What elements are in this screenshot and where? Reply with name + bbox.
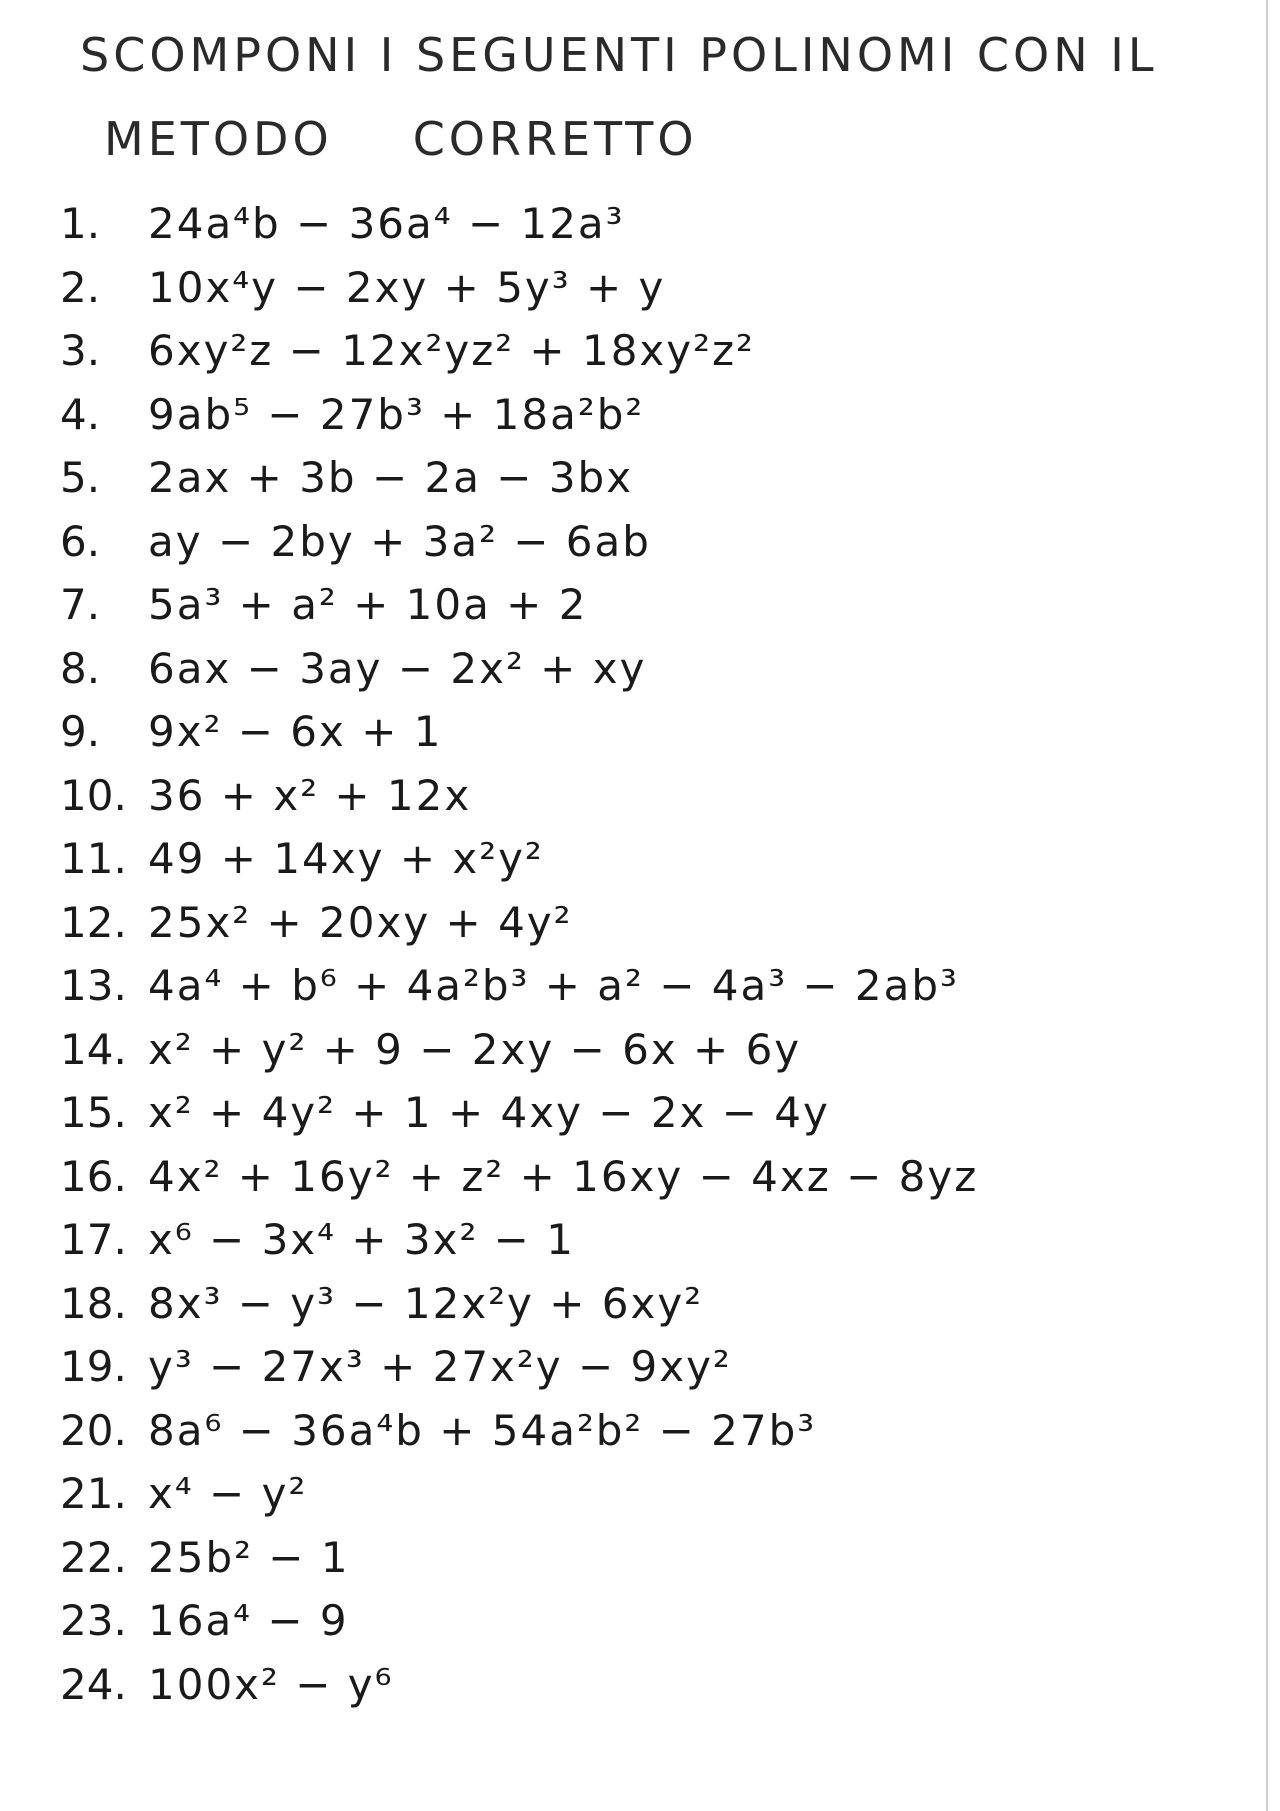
polynomial-expression: 24a⁴b − 36a⁴ − 12a³ <box>148 199 625 249</box>
list-item <box>60 1462 1210 1526</box>
polynomial-list <box>60 192 1210 1716</box>
list-item <box>60 954 1210 1018</box>
list-item <box>60 1335 1210 1399</box>
item-number: 12. <box>60 897 127 947</box>
list-item <box>60 1526 1210 1590</box>
title-text-2a: METODO <box>104 112 333 166</box>
item-number: 13. <box>60 961 127 1011</box>
item-number: 8. <box>60 643 101 693</box>
item-number: 14. <box>60 1024 127 1074</box>
list-item <box>60 510 1210 574</box>
page-title-line-1 <box>80 28 1157 82</box>
polynomial-expression: 25x² + 20xy + 4y² <box>148 897 573 947</box>
list-item <box>60 1208 1210 1272</box>
item-number: 5. <box>60 453 101 503</box>
page-title-line-2 <box>104 112 698 166</box>
polynomial-expression: 9x² − 6x + 1 <box>148 707 443 757</box>
item-number: 16. <box>60 1151 127 1201</box>
item-number: 3. <box>60 326 101 376</box>
polynomial-expression: 5a³ + a² + 10a + 2 <box>148 580 588 630</box>
list-item <box>60 1081 1210 1145</box>
item-number: 21. <box>60 1469 127 1519</box>
polynomial-expression: 25b² − 1 <box>148 1532 350 1582</box>
list-item <box>60 192 1210 256</box>
item-number: 4. <box>60 389 101 439</box>
polynomial-expression: 6xy²z − 12x²yz² + 18xy²z² <box>148 326 755 376</box>
item-number: 9. <box>60 707 101 757</box>
polynomial-expression: 49 + 14xy + x²y² <box>148 834 544 884</box>
list-item <box>60 1018 1210 1082</box>
item-number: 7. <box>60 580 101 630</box>
list-item <box>60 319 1210 383</box>
list-item <box>60 383 1210 447</box>
polynomial-expression: 6ax − 3ay − 2x² + xy <box>148 643 647 693</box>
polynomial-expression: ay − 2by + 3a² − 6ab <box>148 516 651 566</box>
list-item <box>60 256 1210 320</box>
list-item <box>60 1145 1210 1209</box>
item-number: 1. <box>60 199 101 249</box>
polynomial-expression: x² + 4y² + 1 + 4xy − 2x − 4y <box>148 1088 830 1138</box>
list-item <box>60 891 1210 955</box>
list-item <box>60 1399 1210 1463</box>
polynomial-expression: y³ − 27x³ + 27x²y − 9xy² <box>148 1342 732 1392</box>
list-item <box>60 764 1210 828</box>
list-item <box>60 827 1210 891</box>
polynomial-expression: 9ab⁵ − 27b³ + 18a²b² <box>148 389 645 439</box>
item-number: 22. <box>60 1532 127 1582</box>
polynomial-expression: 4x² + 16y² + z² + 16xy − 4xz − 8yz <box>148 1151 979 1201</box>
polynomial-expression: x⁶ − 3x⁴ + 3x² − 1 <box>148 1215 575 1265</box>
item-number: 15. <box>60 1088 127 1138</box>
item-number: 20. <box>60 1405 127 1455</box>
polynomial-expression: 8x³ − y³ − 12x²y + 6xy² <box>148 1278 704 1328</box>
polynomial-expression: 10x⁴y − 2xy + 5y³ + y <box>148 262 666 312</box>
item-number: 18. <box>60 1278 127 1328</box>
list-item <box>60 1653 1210 1717</box>
item-number: 19. <box>60 1342 127 1392</box>
list-item <box>60 700 1210 764</box>
title-text-2b: CORRETTO <box>412 112 698 166</box>
item-number: 2. <box>60 262 101 312</box>
list-item <box>60 1589 1210 1653</box>
item-number: 11. <box>60 834 127 884</box>
item-number: 23. <box>60 1596 127 1646</box>
item-number: 17. <box>60 1215 127 1265</box>
item-number: 6. <box>60 516 101 566</box>
polynomial-expression: 100x² − y⁶ <box>148 1659 394 1709</box>
page-edge-line <box>1266 0 1268 1811</box>
polynomial-expression: 2ax + 3b − 2a − 3bx <box>148 453 634 503</box>
item-number: 24. <box>60 1659 127 1709</box>
list-item <box>60 573 1210 637</box>
polynomial-expression: 16a⁴ − 9 <box>148 1596 349 1646</box>
polynomial-expression: 8a⁶ − 36a⁴b + 54a²b² − 27b³ <box>148 1405 817 1455</box>
list-item <box>60 1272 1210 1336</box>
list-item <box>60 446 1210 510</box>
polynomial-expression: 36 + x² + 12x <box>148 770 472 820</box>
polynomial-expression: x² + y² + 9 − 2xy − 6x + 6y <box>148 1024 802 1074</box>
polynomial-expression: 4a⁴ + b⁶ + 4a²b³ + a² − 4a³ − 2ab³ <box>148 961 959 1011</box>
item-number: 10. <box>60 770 127 820</box>
list-item <box>60 637 1210 701</box>
polynomial-expression: x⁴ − y² <box>148 1469 308 1519</box>
title-text-1: SCOMPONI I SEGUENTI POLINOMI CON IL <box>80 28 1158 82</box>
